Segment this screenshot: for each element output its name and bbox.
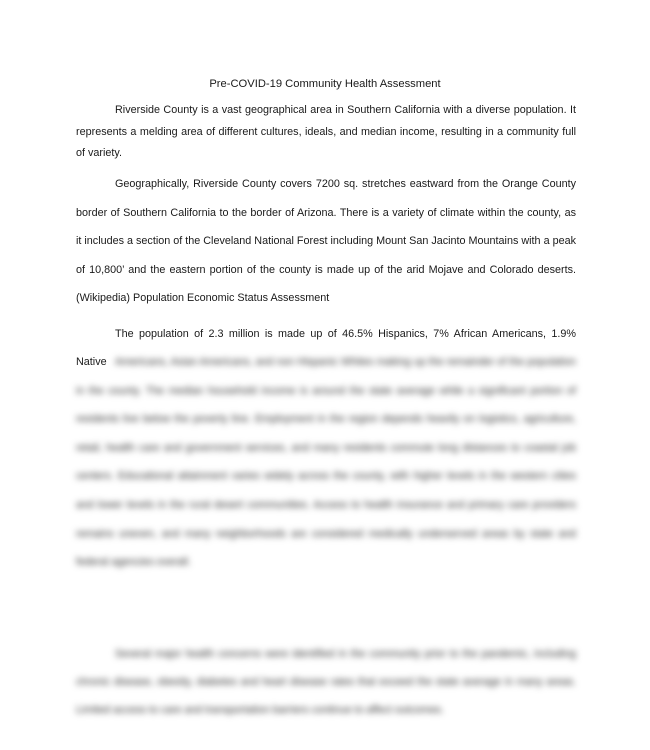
blurred-text-block-2: Several major health concerns were identified in the community prior to the pandemic, including chronic disease, obesity, diabetes and heart disease rates that exceed the state average in many areas. Limited access to care and transportation barriers continue to affect outcomes. — [76, 648, 576, 716]
paragraph-geography: Geographically, Riverside County covers 7200 sq. stretches eastward from the Orange County border of Southern California to the border of Arizona. There is a variety of climate within the county, as it includes a section of the Cleveland National Forest including Mount San Jacinto Mountains with a peak of 10,800’ and the eastern portion of the county is made up of the arid Mojave and Colorado deserts. (Wikipedia) Population Economic Status Assessment — [76, 178, 576, 304]
blurred-text-block: Americans, Asian Americans, and non Hispanic Whites making up the remainder of the population in the county. The median household income is around the state average while a significant portion of residents live below the poverty line. Employment in the region depends heavily on logistics, agriculture, retail, health care and government services, and many residents commute long distances to coastal job centers. Educational attainment varies widely across the county, with higher levels in the western cities and lower levels in the rural desert communities. Access to health insurance and primary care providers remains uneven, and many neighborhoods are considered medically underserved areas by state and federal agencies overall. — [76, 356, 576, 569]
paragraph-intro: Riverside County is a vast geographical area in Southern California with a diverse population. It represents a melding area of different cultures, ideals, and median income, resulting in a community full of variety. — [76, 104, 576, 159]
document-title: Pre-COVID-19 Community Health Assessment — [209, 78, 441, 90]
paragraph-population: The population of 2.3 million is made up of 46.5% Hispanics, 7% African Americans, 1.9% Native — [76, 328, 576, 368]
